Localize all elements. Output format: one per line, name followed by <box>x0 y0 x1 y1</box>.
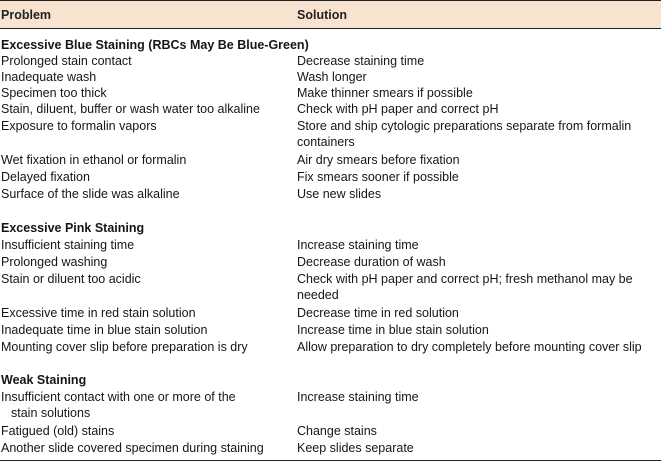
solution-cell: Wash longer <box>297 70 367 84</box>
solution-cell: Decrease duration of wash <box>297 255 446 269</box>
solution-cell: Store and ship cytologic preparations separate from formalin <box>297 119 632 133</box>
section-title-pink: Excessive Pink Staining <box>1 221 145 235</box>
problem-cell: Delayed fixation <box>1 170 90 184</box>
problem-cell: Wet fixation in ethanol or formalin <box>1 153 187 167</box>
table-header <box>0 0 661 29</box>
problem-cell: Specimen too thick <box>1 86 107 100</box>
section-title-weak: Weak Staining <box>1 373 87 387</box>
solution-cell: Air dry smears before fixation <box>297 153 460 167</box>
section-title-blue: Excessive Blue Staining (RBCs May Be Blue-Green) <box>1 38 309 52</box>
solution-cell: Fix smears sooner if possible <box>297 170 459 184</box>
problem-cell: Fatigued (old) stains <box>1 424 115 438</box>
problem-cell: Another slide covered specimen during staining <box>1 441 264 455</box>
problem-cell: Inadequate time in blue stain solution <box>1 323 208 337</box>
solution-cell: Increase staining time <box>297 238 419 252</box>
problem-cell: Surface of the slide was alkaline <box>1 187 180 201</box>
problem-cell: Mounting cover slip before preparation is dry <box>1 340 248 354</box>
solution-cell: Change stains <box>297 424 377 438</box>
problem-cell: Stain or diluent too acidic <box>1 272 141 286</box>
solution-cell: Use new slides <box>297 187 382 201</box>
problem-cell: Stain, diluent, buffer or wash water too alkaline <box>1 102 260 116</box>
problem-cell: Insufficient staining time <box>1 238 135 252</box>
solution-column-header: Solution <box>297 8 347 22</box>
solution-cell-continued: needed <box>297 288 339 302</box>
solution-cell: Check with pH paper and correct pH <box>297 102 499 116</box>
problem-cell: Prolonged stain contact <box>1 54 132 68</box>
problem-column-header: Problem <box>1 8 52 22</box>
solution-cell: Decrease time in red solution <box>297 306 459 320</box>
problem-cell-continued: stain solutions <box>11 406 91 420</box>
solution-cell: Increase staining time <box>297 390 419 404</box>
problem-cell: Inadequate wash <box>1 70 97 84</box>
problem-cell: Exposure to formalin vapors <box>1 119 157 133</box>
solution-cell: Allow preparation to dry completely before mounting cover slip <box>297 340 642 354</box>
problem-cell: Insufficient contact with one or more of the <box>1 390 236 404</box>
problem-cell: Excessive time in red stain solution <box>1 306 196 320</box>
solution-cell: Keep slides separate <box>297 441 414 455</box>
solution-cell: Decrease staining time <box>297 54 425 68</box>
problem-cell: Prolonged washing <box>1 255 108 269</box>
solution-cell: Make thinner smears if possible <box>297 86 473 100</box>
table-bottom-rule <box>0 460 661 461</box>
solution-cell-continued: containers <box>297 135 355 149</box>
solution-cell: Increase time in blue stain solution <box>297 323 489 337</box>
solution-cell: Check with pH paper and correct pH; fresh methanol may be <box>297 272 633 286</box>
